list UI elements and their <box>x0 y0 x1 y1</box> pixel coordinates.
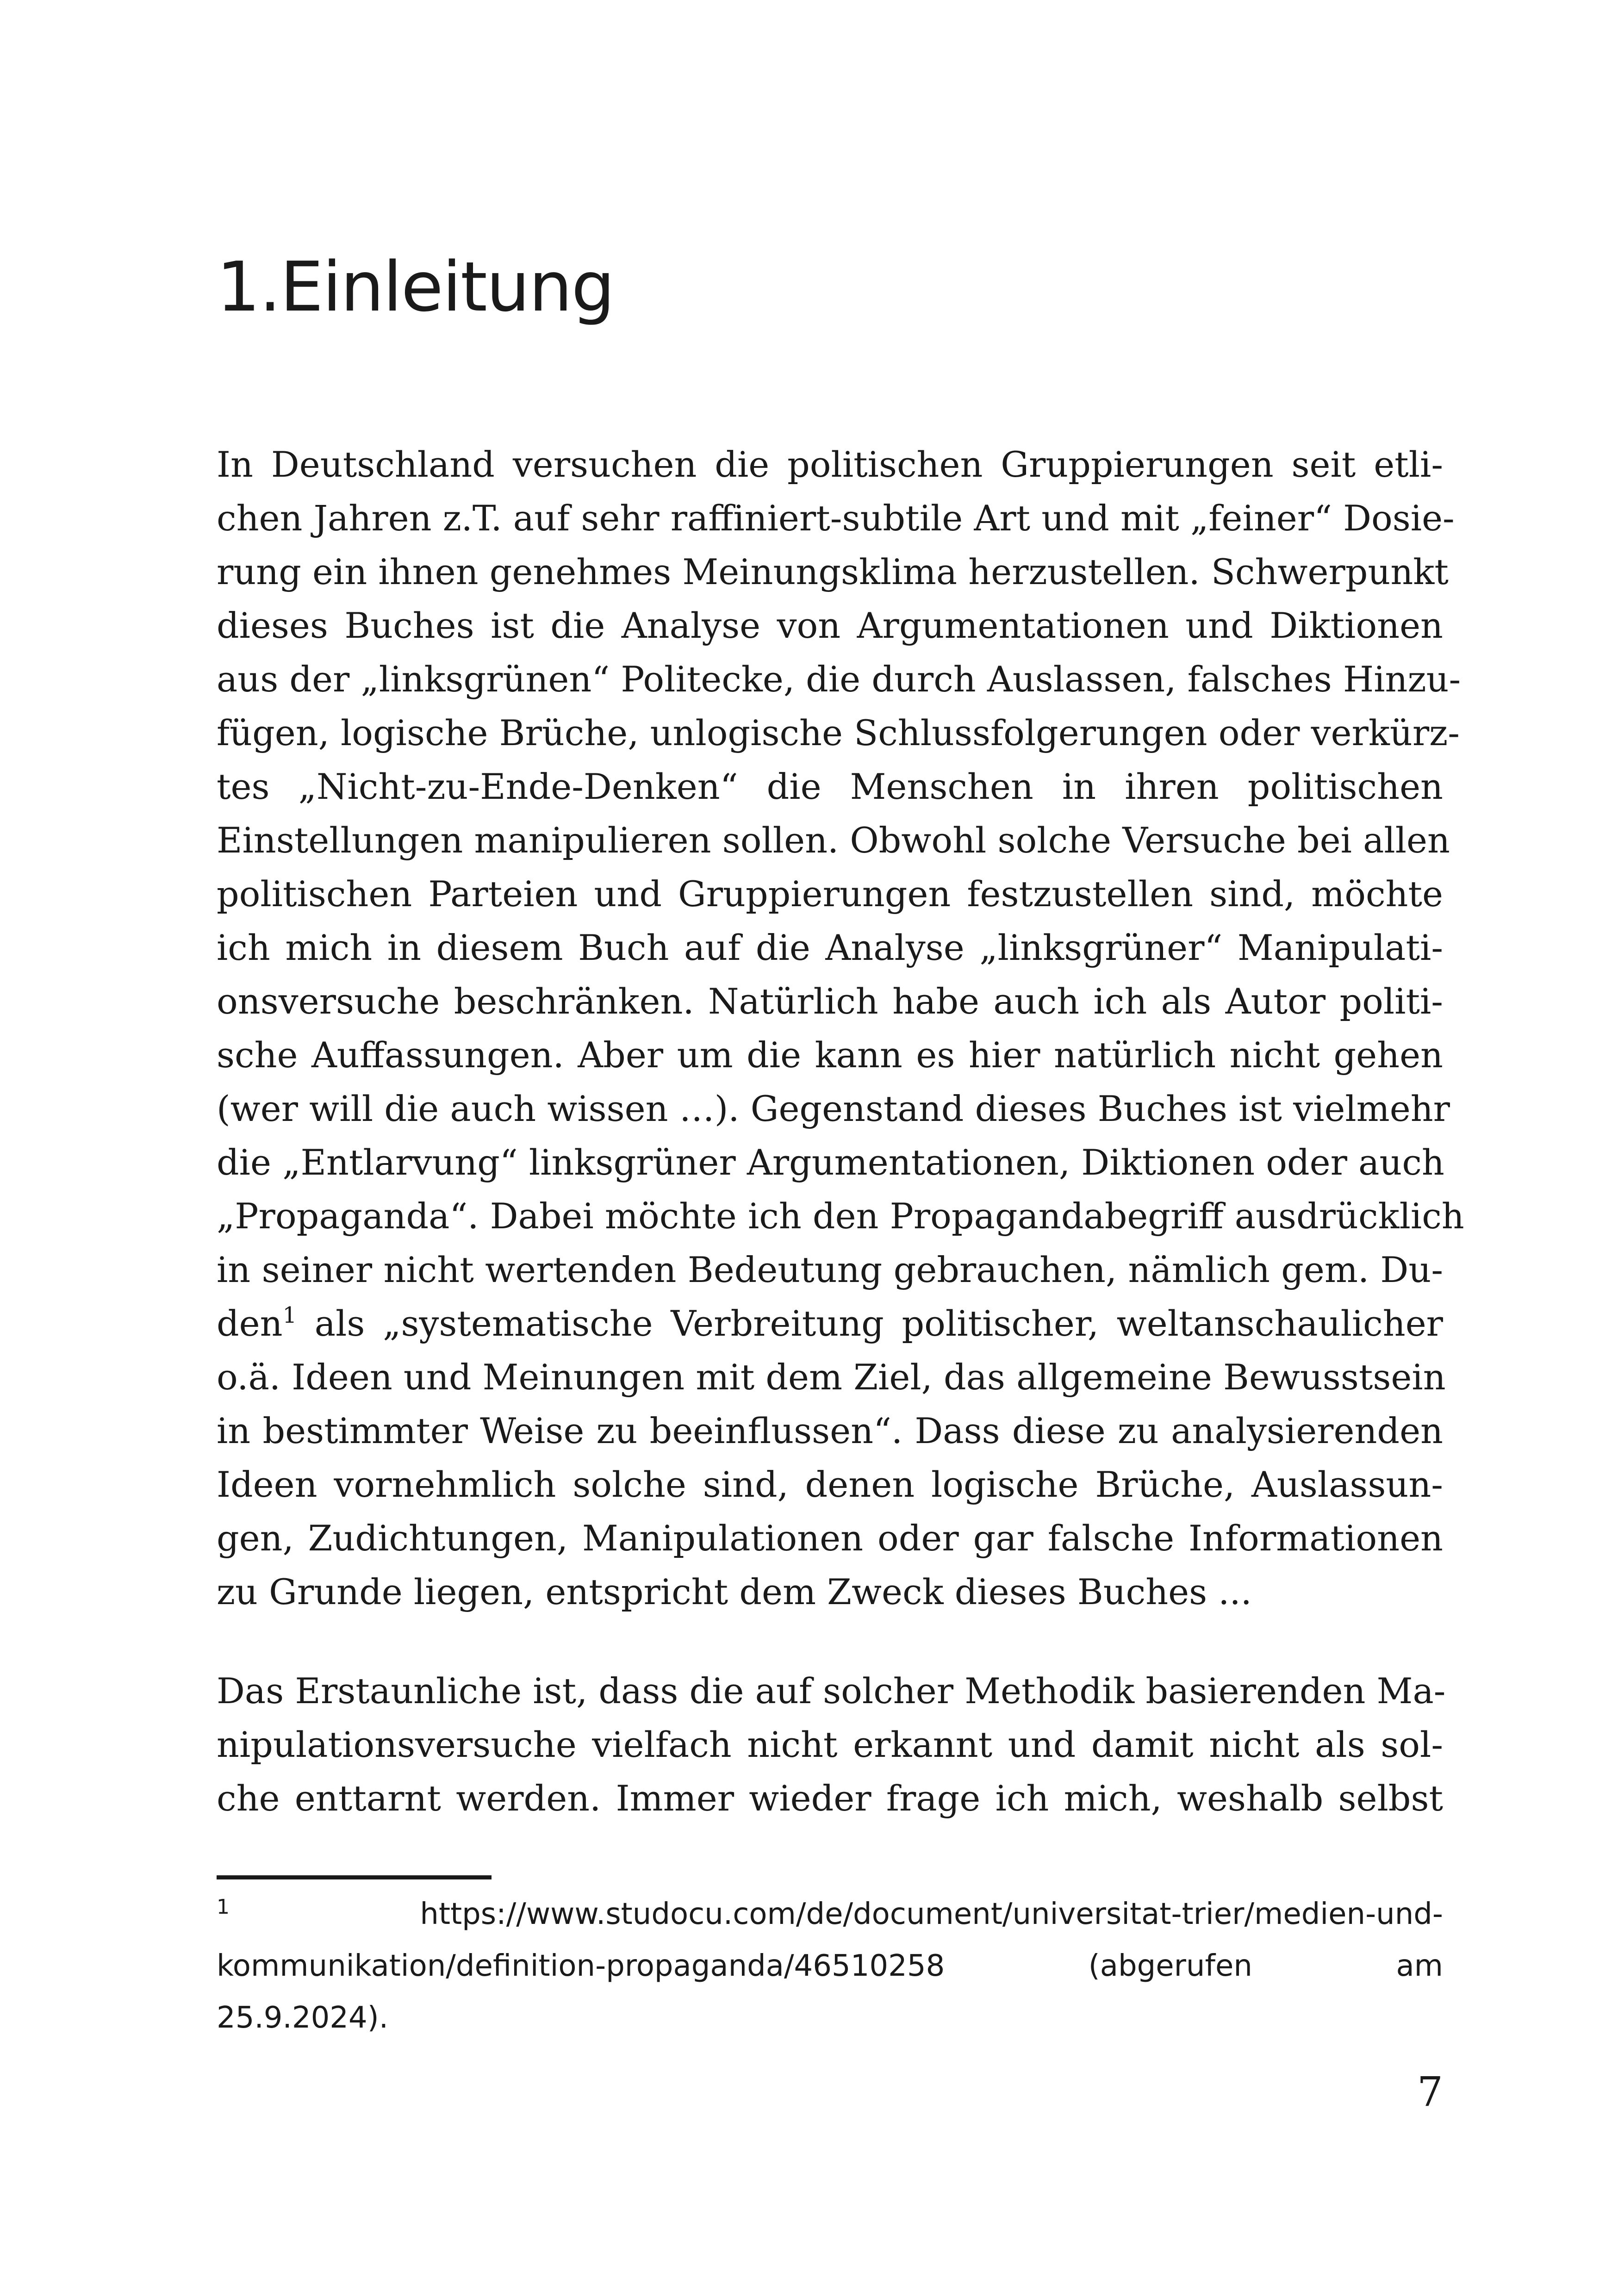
footnote-marker: 1 <box>217 1895 230 1919</box>
text-line: (wer will die auch wissen …). Gegenstand dieses Buches ist vielmehr <box>217 1088 1450 1129</box>
page-number: 7 <box>1417 2068 1443 2116</box>
footnote-divider <box>217 1875 492 1879</box>
text-line: dieses Buches ist die Analyse von Argumentationen und Diktionen <box>217 605 1443 646</box>
text-line: sche Auffassungen. Aber um die kann es hier natürlich nicht gehen <box>217 1034 1443 1076</box>
text-line: tes „Nicht-zu-Ende-Denken“ die Menschen in ihren politischen <box>217 766 1443 807</box>
paragraph-introduction <box>217 438 1464 1619</box>
text-fragment: als „systematische Verbreitung politischer, weltanschaulicher <box>297 1303 1443 1344</box>
text-line: in bestimmter Weise zu beeinflussen“. Dass diese zu analysierenden <box>217 1410 1443 1451</box>
text-line: onsversuche beschränken. Natürlich habe auch ich als Autor politi- <box>217 981 1443 1022</box>
text-line: die „Entlarvung“ linksgrüner Argumentationen, Diktionen oder auch <box>217 1142 1444 1183</box>
footnote-line: 25.9.2024). <box>217 2001 389 2035</box>
text-line: politischen Parteien und Gruppierungen festzustellen sind, möchte <box>217 873 1443 915</box>
text-line: zu Grunde liegen, entspricht dem Zweck dieses Buches ... <box>217 1571 1252 1612</box>
text-line-with-footnote-ref <box>217 1297 1443 1350</box>
text-line: Das Erstaunliche ist, dass die auf solcher Methodik basierenden Ma- <box>217 1670 1446 1711</box>
text-line: rung ein ihnen genehmes Meinungsklima herzustellen. Schwerpunkt <box>217 551 1449 592</box>
paragraph-second <box>217 1664 1446 1825</box>
text-line: aus der „linksgrünen“ Politecke, die durch Auslassen, falsches Hinzu- <box>217 659 1461 700</box>
text-line: fügen, logische Brüche, unlogische Schlussfolgerungen oder verkürz- <box>217 712 1460 753</box>
text-fragment: den <box>217 1303 283 1344</box>
footnote-reference[interactable]: 1 <box>282 1302 297 1328</box>
footnote <box>217 1888 1443 2044</box>
text-line: o.ä. Ideen und Meinungen mit dem Ziel, das allgemeine Bewusstsein <box>217 1356 1446 1398</box>
text-line: ich mich in diesem Buch auf die Analyse „linksgrüner“ Manipulati- <box>217 927 1443 968</box>
text-line: in seiner nicht wertenden Bedeutung gebrauchen, nämlich gem. Du- <box>217 1249 1443 1290</box>
text-line: chen Jahren z.T. auf sehr raffiniert-subtile Art und mit „feiner“ Dosie- <box>217 498 1455 539</box>
text-line: Ideen vornehmlich solche sind, denen logische Brüche, Auslassun- <box>217 1464 1443 1505</box>
text-line: In Deutschland versuchen die politischen Gruppierungen seit etli- <box>217 444 1443 485</box>
text-line: „Propaganda“. Dabei möchte ich den Propagandabegriff ausdrücklich <box>217 1195 1464 1237</box>
text-line: nipulationsversuche vielfach nicht erkannt und damit nicht als sol- <box>217 1724 1443 1765</box>
chapter-title: 1.Einleitung <box>217 247 614 327</box>
footnote-line <box>217 1888 1443 1940</box>
footnote-url-start[interactable]: https://www.studocu.com/de/document/universitat-trier/medien-und- <box>230 1897 1443 1931</box>
text-line: gen, Zudichtungen, Manipulationen oder gar falsche Informationen <box>217 1518 1443 1559</box>
text-line: che enttarnt werden. Immer wieder frage ich mich, weshalb selbst <box>217 1778 1443 1819</box>
text-line: Einstellungen manipulieren sollen. Obwohl solche Versuche bei allen <box>217 820 1450 861</box>
footnote-line: kommunikation/definition-propaganda/46510258 (abgerufen am <box>217 1949 1443 1983</box>
